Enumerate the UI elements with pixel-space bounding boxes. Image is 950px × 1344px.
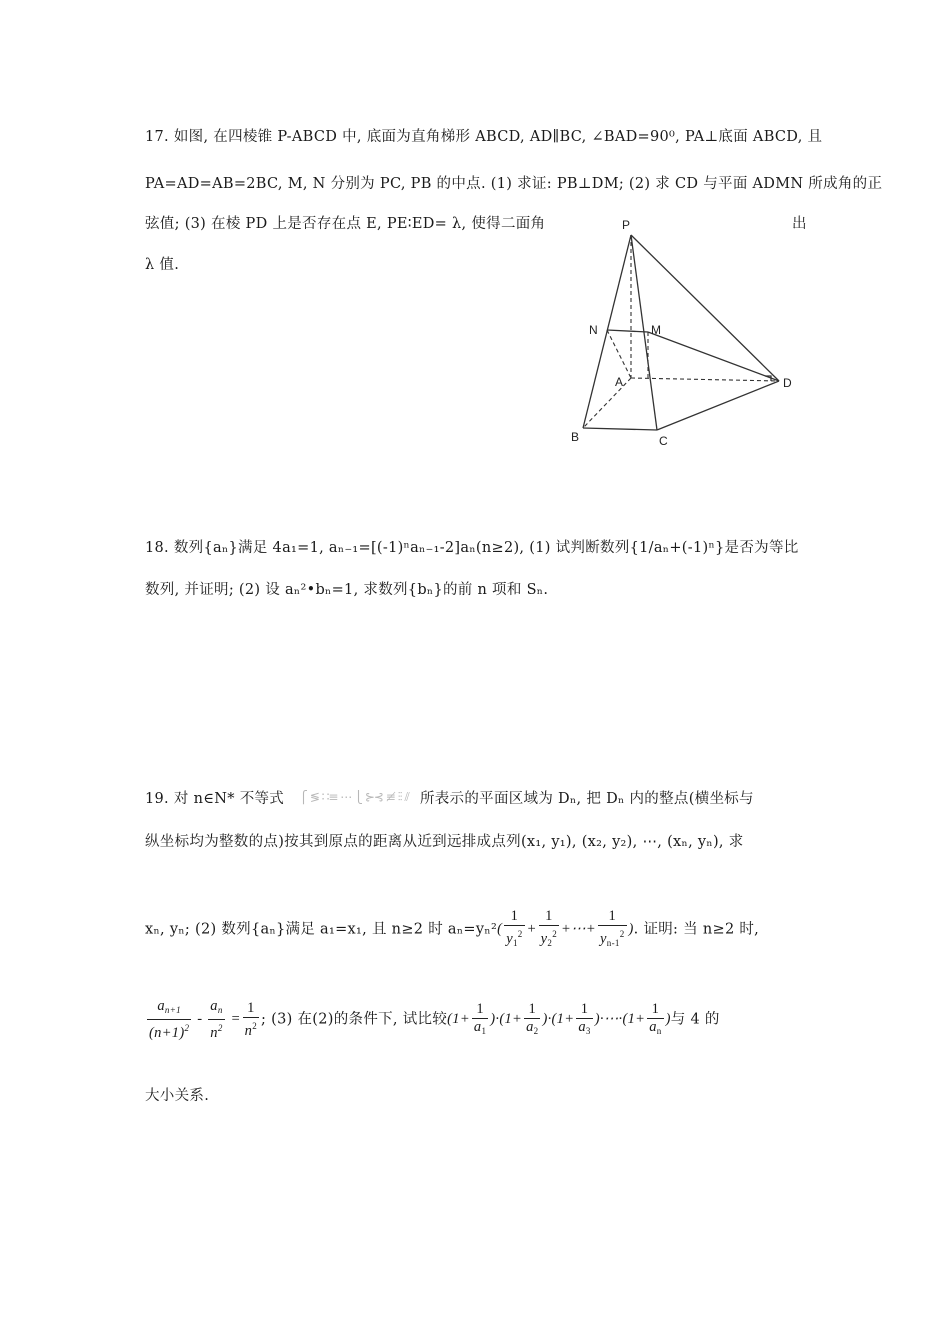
pyramid-figure bbox=[565, 218, 805, 458]
label-M: M bbox=[651, 323, 661, 337]
product-formula: (1+ $\frac{1}{a_1}$ )·(1+ $\frac{1}{a_2}$ )·(1+ $\frac{1}{a_3}$ )·⋯·(1+ $\frac{1}{a_n}$ ) bbox=[447, 1000, 671, 1036]
edge-MD bbox=[648, 332, 779, 381]
label-A: A bbox=[615, 375, 624, 389]
edge-PD bbox=[631, 235, 779, 381]
label-P: P bbox=[622, 218, 631, 232]
q19-line-5: 大小关系. bbox=[145, 1088, 210, 1104]
q17-line-1: 17. 如图, 在四棱锥 P-ABCD 中, 底面为直角梯形 ABCD, AD∥BC, ∠BAD=90⁰, PA⊥底面 ABCD, 且 bbox=[145, 129, 823, 145]
q17-line-2: PA=AD=AB=2BC, M, N 分别为 PC, PB 的中点. (1) 求证: PB⊥DM; (2) 求 CD 与平面 ADMN 所成角的正 bbox=[145, 176, 883, 192]
edge-NA bbox=[607, 330, 631, 378]
label-B: B bbox=[571, 430, 580, 444]
q19-line-1-end: 所表示的平面区域为 Dₙ, 把 Dₙ 内的整点(横坐标与 bbox=[419, 791, 754, 807]
edge-BC bbox=[583, 428, 657, 430]
q19-line-2: 纵坐标均为整数的点)按其到原点的距离从近到远排成点列(x₁, y₁), (x₂, y₂), ⋯, (xₙ, yₙ), 求 bbox=[145, 834, 744, 850]
label-C: C bbox=[659, 434, 668, 448]
q19-line-1 bbox=[145, 787, 754, 808]
q19-line-3-start: xₙ, yₙ; (2) 数列{aₙ}满足 a₁=x₁, 且 n≥2 时 aₙ=yₙ² bbox=[145, 921, 498, 938]
edge-NM bbox=[607, 330, 648, 332]
edge-AD bbox=[631, 378, 779, 381]
q18-line-1: 18. 数列{aₙ}满足 4a₁=1, aₙ₋₁=[(-1)ⁿaₙ₋₁-2]aₙ(n≥2), (1) 试判断数列{1/aₙ+(-1)ⁿ}是否为等比 bbox=[145, 540, 799, 556]
q19-line-3-end: . 证明: 当 n≥2 时, bbox=[633, 921, 760, 938]
q17-line-4: λ 值. bbox=[145, 257, 180, 273]
edge-CD bbox=[657, 381, 779, 430]
q18-line-2: 数列, 并证明; (2) 设 aₙ²•bₙ=1, 求数列{bₙ}的前 n 项和 Sₙ. bbox=[145, 582, 549, 598]
q17-line-3-tail: 出 bbox=[792, 216, 807, 232]
q19-line-1-start: 19. 对 n∈N* 不等式 bbox=[145, 791, 285, 807]
inequality-system-image: ⎧ ≶ ∷≡ ⋯ ⎩ ⊱⊰ ≢ ⫶⫶ ⫽ bbox=[299, 790, 409, 804]
edge-AB bbox=[583, 378, 631, 428]
q17-line-3: 弦值; (3) 在棱 PD 上是否存在点 E, PE∶ED= λ, 使得二面角 bbox=[145, 216, 546, 232]
q19-line-4-end: 与 4 的 bbox=[670, 1011, 720, 1028]
q19-line-4 bbox=[145, 998, 720, 1042]
q19-line-4-mid: ; (3) 在(2)的条件下, 试比较 bbox=[261, 1011, 448, 1028]
q19-line-3 bbox=[145, 908, 759, 952]
sum-formula: ( $\frac{1}{y_1^2}$ + $\frac{1}{y_2^2}$ +⋯+ $\frac{1}{y_{n-1}^2}$ ) bbox=[497, 908, 634, 948]
label-D: D bbox=[783, 376, 792, 390]
label-N: N bbox=[589, 323, 598, 337]
recurrence-formula: $\frac{a_{n+1}}{(n+1)^2}$ - $\frac{a_n}{n^2}$ = $\frac{1}{n^2}$ bbox=[149, 998, 258, 1041]
